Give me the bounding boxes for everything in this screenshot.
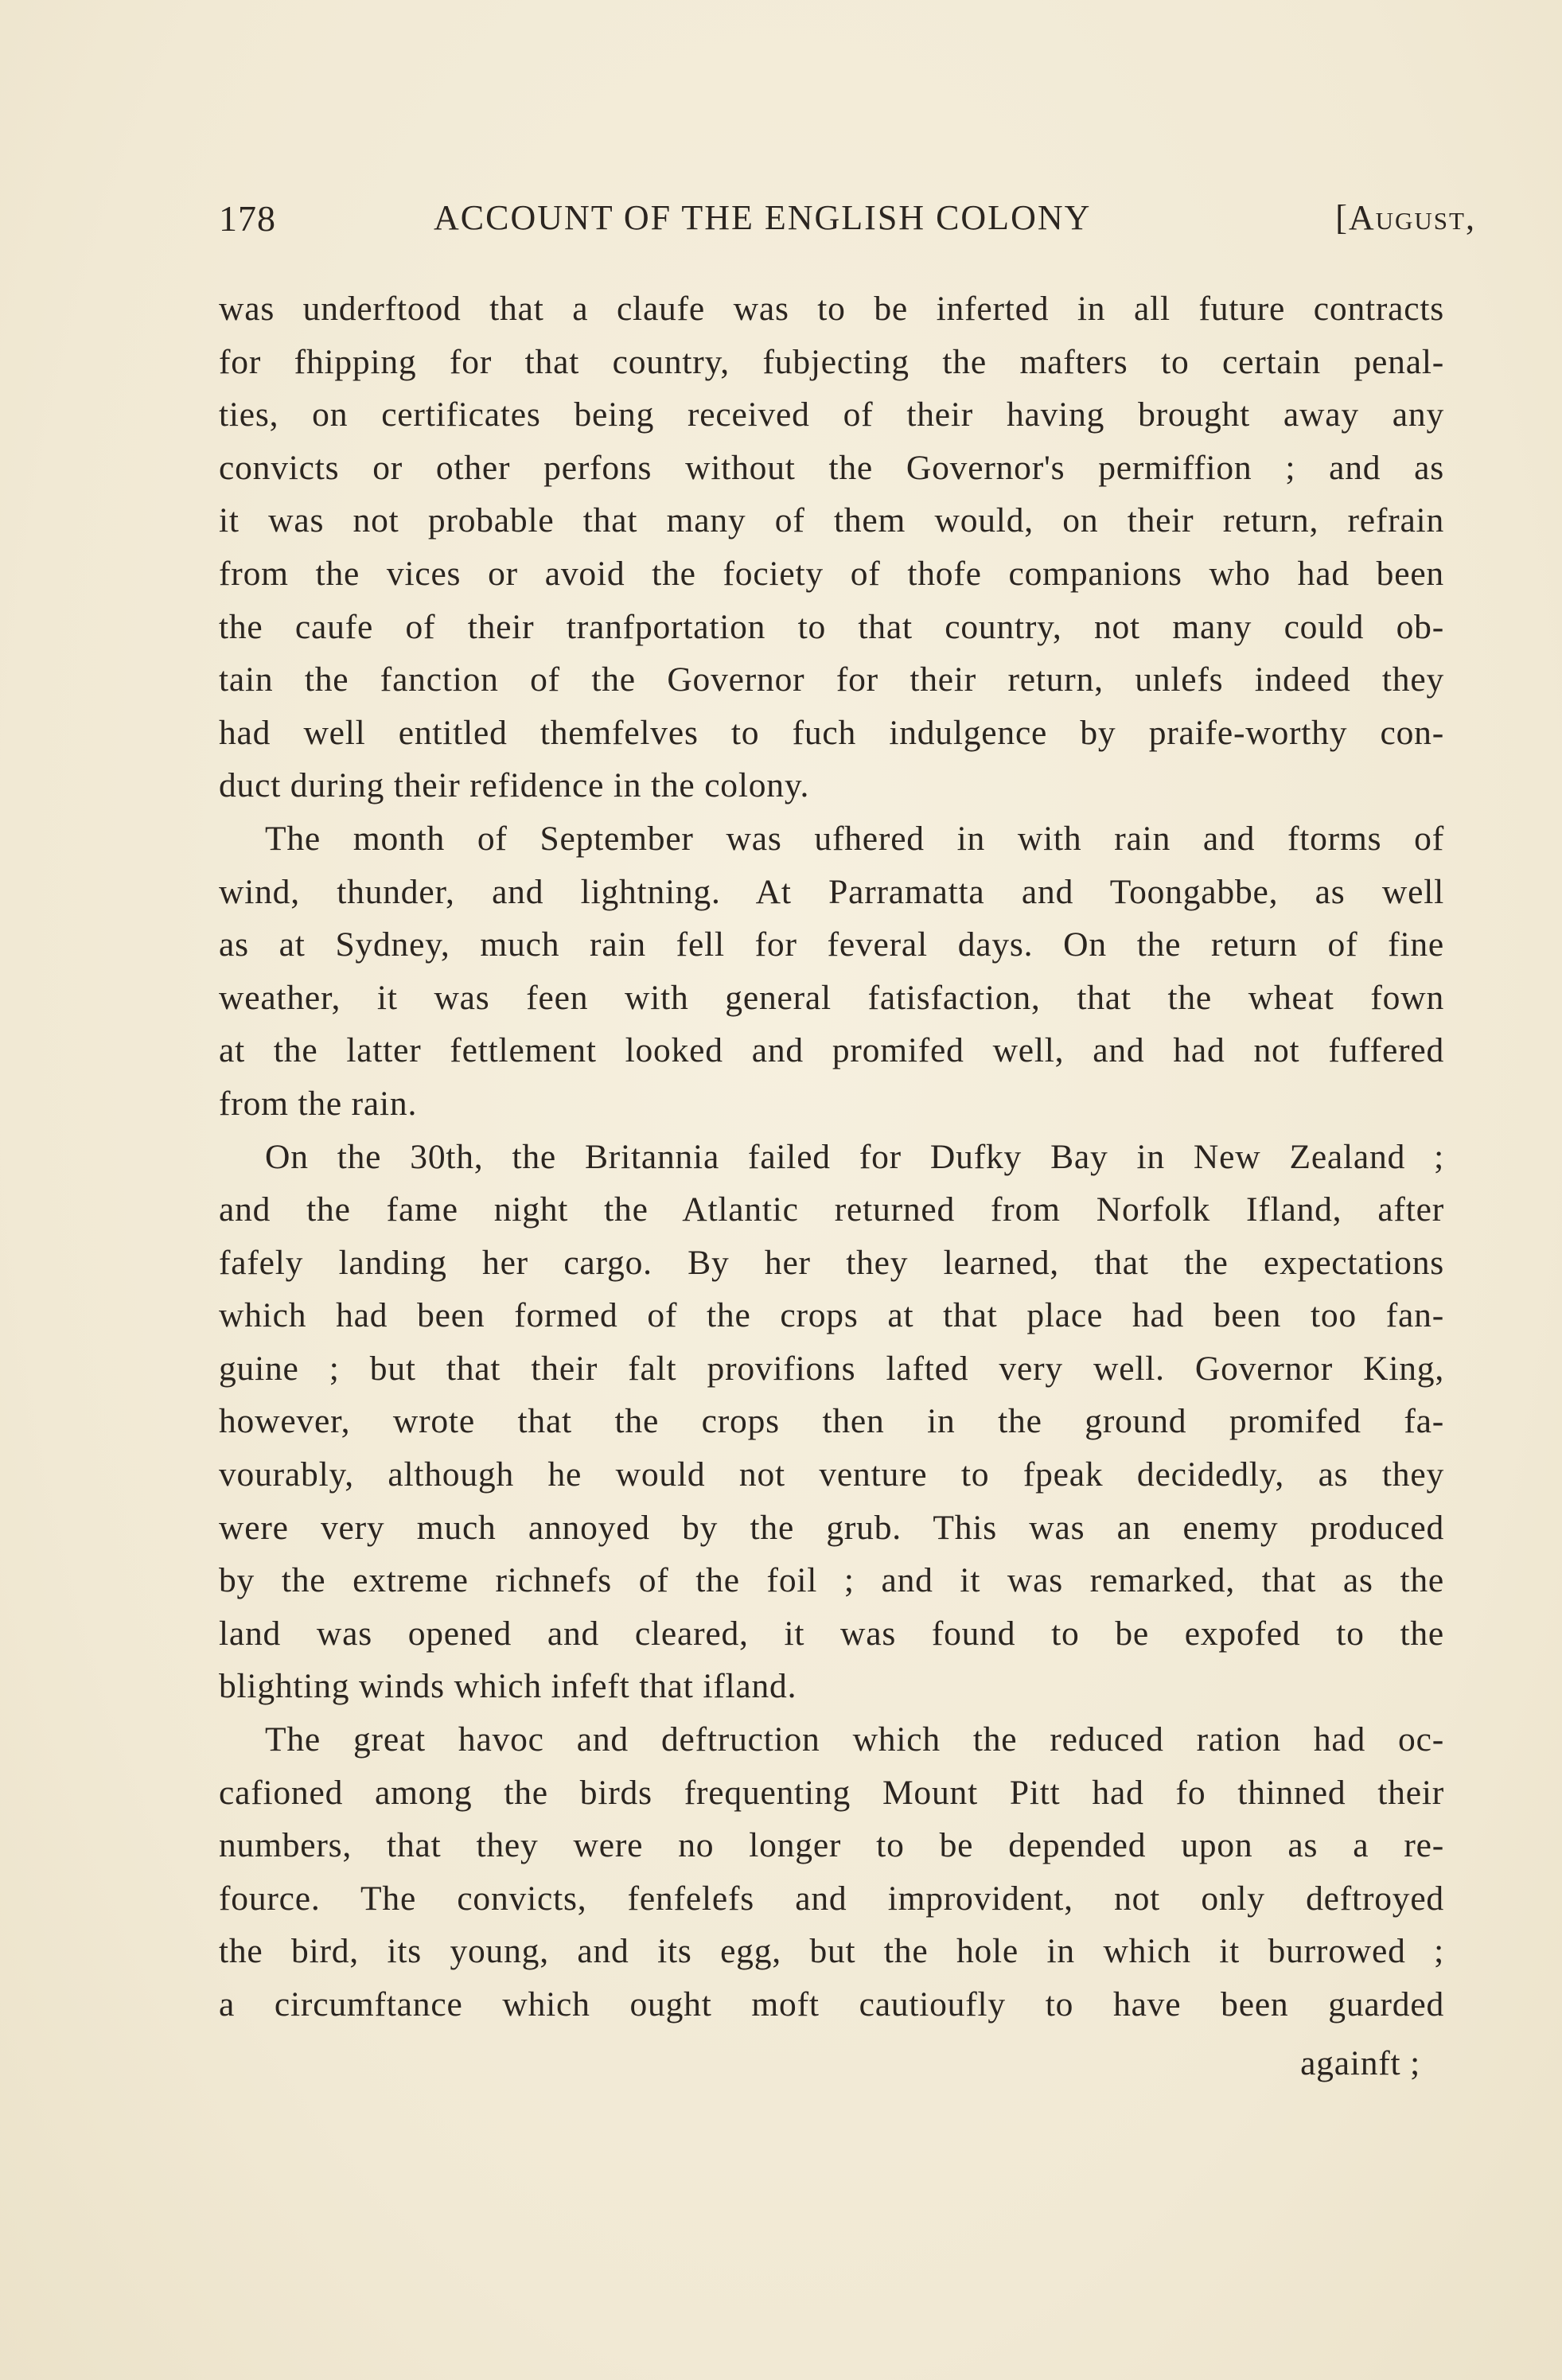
text-line: by the extreme richnefs of the foil ; and it was remarked, that as the [219, 1561, 1444, 1600]
body-text [219, 282, 1444, 2031]
text-line: the caufe of their tranfportation to that country, not many could ob- [219, 607, 1444, 646]
text-line: and the fame night the Atlantic returned from Norfolk Ifland, after [219, 1190, 1444, 1229]
text-line: The great havoc and deftruction which the reduced ration had oc- [265, 1720, 1444, 1759]
text-line: land was opened and cleared, it was found to be expofed to the [219, 1614, 1444, 1653]
text-line: from the rain. [219, 1084, 418, 1123]
section-mark: [August, [1335, 198, 1476, 237]
text-line: fource. The convicts, fenfelefs and improvident, not only deftroyed [219, 1879, 1444, 1918]
text-line: the bird, its young, and its egg, but the hole in which it burrowed ; [219, 1932, 1444, 1971]
text-line: a circumftance which ought moft cautioufly to have been guarded [219, 1985, 1444, 2024]
text-line: as at Sydney, much rain fell for feveral days. On the return of fine [219, 925, 1444, 964]
text-line: had well entitled themfelves to fuch indulgence by praife-worthy con- [219, 713, 1444, 752]
text-line: numbers, that they were no longer to be depended upon as a re- [219, 1826, 1444, 1865]
text-line: On the 30th, the Britannia failed for Dufky Bay in New Zealand ; [265, 1137, 1444, 1176]
text-line: vourably, although he would not venture to fpeak decidedly, as they [219, 1455, 1444, 1494]
text-line: it was not probable that many of them would, on their return, refrain [219, 501, 1444, 540]
text-line: tain the fanction of the Governor for their return, unlefs indeed they [219, 660, 1444, 699]
page-number: 178 [219, 198, 276, 239]
text-line: was underftood that a claufe was to be inferted in all future contracts [219, 290, 1444, 328]
running-title: ACCOUNT OF THE ENGLISH COLONY [434, 198, 1092, 237]
text-line: guine ; but that their falt provifions lafted very well. Governor King, [219, 1349, 1444, 1388]
text-line: for fhipping for that country, fubjecting the mafters to certain penal- [219, 342, 1444, 381]
paragraph-4 [219, 1713, 1444, 2031]
text-line: were very much annoyed by the grub. This was an enemy produced [219, 1508, 1444, 1547]
paragraph-2 [219, 812, 1444, 1131]
running-header [219, 197, 1476, 253]
text-line: at the latter fettlement looked and promifed well, and had not fuffered [219, 1031, 1444, 1070]
text-line: blighting winds which infeft that ifland. [219, 1667, 797, 1706]
text-line: from the vices or avoid the fociety of thofe companions who had been [219, 554, 1444, 593]
text-line: wind, thunder, and lightning. At Parramatta and Toongabbe, as well [219, 872, 1444, 911]
catchword: againft ; [1300, 2044, 1420, 2082]
paragraph-1 [219, 282, 1444, 812]
text-line: ties, on certificates being received of their having brought away any [219, 395, 1444, 434]
text-line: The month of September was ufhered in with rain and ftorms of [265, 819, 1444, 858]
text-line: convicts or other perfons without the Governor's permiffion ; and as [219, 448, 1444, 487]
text-line: however, wrote that the crops then in the ground promifed fa- [219, 1402, 1444, 1441]
text-line: duct during their refidence in the colony. [219, 766, 810, 805]
text-line: cafioned among the birds frequenting Mount Pitt had fo thinned their [219, 1773, 1444, 1812]
paragraph-3 [219, 1131, 1444, 1714]
text-line: which had been formed of the crops at that place had been too fan- [219, 1296, 1444, 1335]
text-line: weather, it was feen with general fatisfaction, that the wheat fown [219, 978, 1444, 1017]
text-line: fafely landing her cargo. By her they learned, that the expectations [219, 1243, 1444, 1282]
